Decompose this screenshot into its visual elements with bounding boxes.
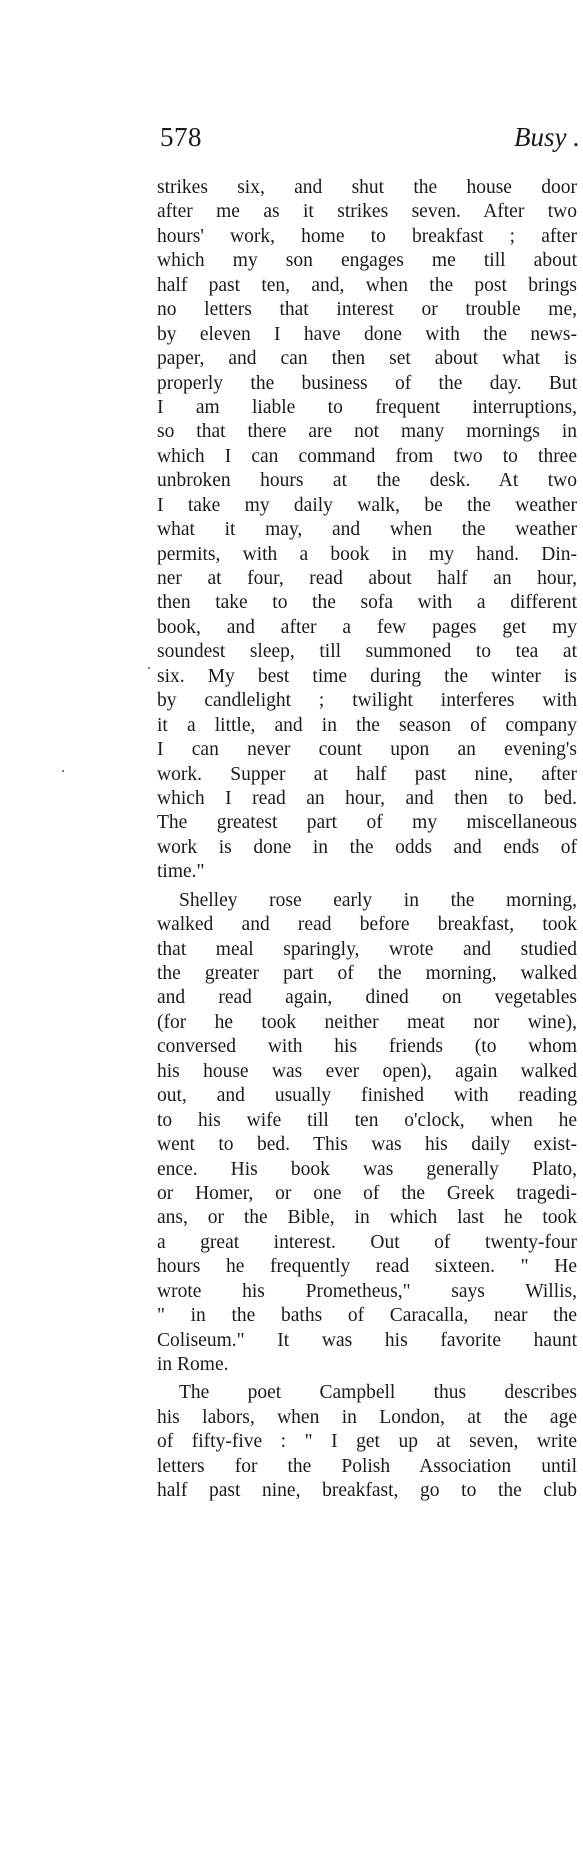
text-line: I am liable to frequent interruptions, xyxy=(157,396,577,418)
text-line: ans, or the Bible, in which last he took xyxy=(157,1207,577,1229)
running-title: Busy . xyxy=(514,122,580,152)
text-line: so that there are not many mornings in xyxy=(157,421,577,443)
text-line: that meal sparingly, wrote and studied xyxy=(157,938,577,960)
text-line: work is done in the odds and ends of xyxy=(157,836,577,858)
text-line: ence. His book was generally Plato, xyxy=(157,1158,577,1180)
text-line: by candlelight ; twilight interferes with xyxy=(157,690,577,712)
text-line: unbroken hours at the desk. At two xyxy=(157,470,577,492)
text-line: his labors, when in London, at the age xyxy=(157,1406,577,1428)
text-line: (for he took neither meat nor wine), xyxy=(157,1011,577,1033)
text-line: The poet Campbell thus describes xyxy=(179,1382,577,1404)
paragraph xyxy=(157,889,577,1378)
text-line: I can never count upon an evening's xyxy=(157,739,577,761)
text-line: ner at four, read about half an hour, xyxy=(157,568,577,589)
text-line: " in the baths of Caracalla, near the xyxy=(157,1305,577,1327)
text-line: book, and after a few pages get my xyxy=(157,616,577,638)
text-line: in Rome. xyxy=(157,1354,229,1375)
margin-speck xyxy=(148,667,150,669)
text-line: went to bed. This was his daily exist- xyxy=(157,1134,577,1156)
text-line: which I read an hour, and then to bed. xyxy=(157,787,577,809)
text-line: then take to the sofa with a different xyxy=(157,592,577,614)
text-line: hours he frequently read sixteen. " He xyxy=(157,1256,577,1278)
text-line: out, and usually finished with reading xyxy=(157,1085,577,1107)
running-head xyxy=(160,122,580,162)
text-line: wrote his Prometheus," says Willis, xyxy=(157,1280,577,1302)
text-line: Coliseum." It was his favorite haunt xyxy=(157,1329,577,1351)
text-line: which I can command from two to three xyxy=(157,445,577,467)
text-line: permits, with a book in my hand. Din- xyxy=(157,543,577,565)
text-line: which my son engages me till about xyxy=(157,250,577,272)
text-line: the greater part of the morning, walked xyxy=(157,963,577,984)
margin-speck xyxy=(62,770,64,772)
text-line: or Homer, or one of the Greek tragedi- xyxy=(157,1182,577,1204)
page-number: 578 xyxy=(160,122,202,152)
body-text xyxy=(157,176,577,1504)
text-line: to his wife till ten o'clock, when he xyxy=(157,1109,577,1131)
text-line: what it may, and when the weather xyxy=(157,519,577,541)
paragraph xyxy=(157,1381,577,1503)
text-line: his house was ever open), again walked xyxy=(157,1060,577,1082)
text-line: strikes six, and shut the house door xyxy=(157,177,577,198)
text-line: half past nine, breakfast, go to the club xyxy=(157,1480,577,1502)
text-line: hours' work, home to breakfast ; after xyxy=(157,225,577,247)
text-line: Shelley rose early in the morning, xyxy=(179,889,577,911)
text-line: of fifty-five : " I get up at seven, write xyxy=(157,1431,577,1453)
text-line: letters for the Polish Association until xyxy=(157,1455,577,1477)
text-line: time." xyxy=(157,861,205,883)
text-line: it a little, and in the season of company xyxy=(157,714,577,736)
text-line: walked and read before breakfast, took xyxy=(157,914,577,936)
text-line: properly the business of the day. But xyxy=(157,372,577,394)
text-line: no letters that interest or trouble me, xyxy=(157,299,577,321)
text-line: six. My best time during the winter is xyxy=(157,665,577,687)
text-line: by eleven I have done with the news- xyxy=(157,323,577,345)
text-line: conversed with his friends (to whom xyxy=(157,1036,577,1058)
paragraph xyxy=(157,176,577,885)
text-line: half past ten, and, when the post brings xyxy=(157,274,577,296)
text-line: I take my daily walk, be the weather xyxy=(157,494,577,516)
text-line: The greatest part of my miscellaneous xyxy=(157,812,577,834)
text-line: soundest sleep, till summoned to tea at xyxy=(157,641,577,663)
text-line: paper, and can then set about what is xyxy=(157,348,577,370)
text-line: and read again, dined on vegetables xyxy=(157,987,577,1009)
text-line: after me as it strikes seven. After two xyxy=(157,201,577,223)
text-line: work. Supper at half past nine, after xyxy=(157,763,577,785)
text-line: a great interest. Out of twenty-four xyxy=(157,1231,577,1253)
